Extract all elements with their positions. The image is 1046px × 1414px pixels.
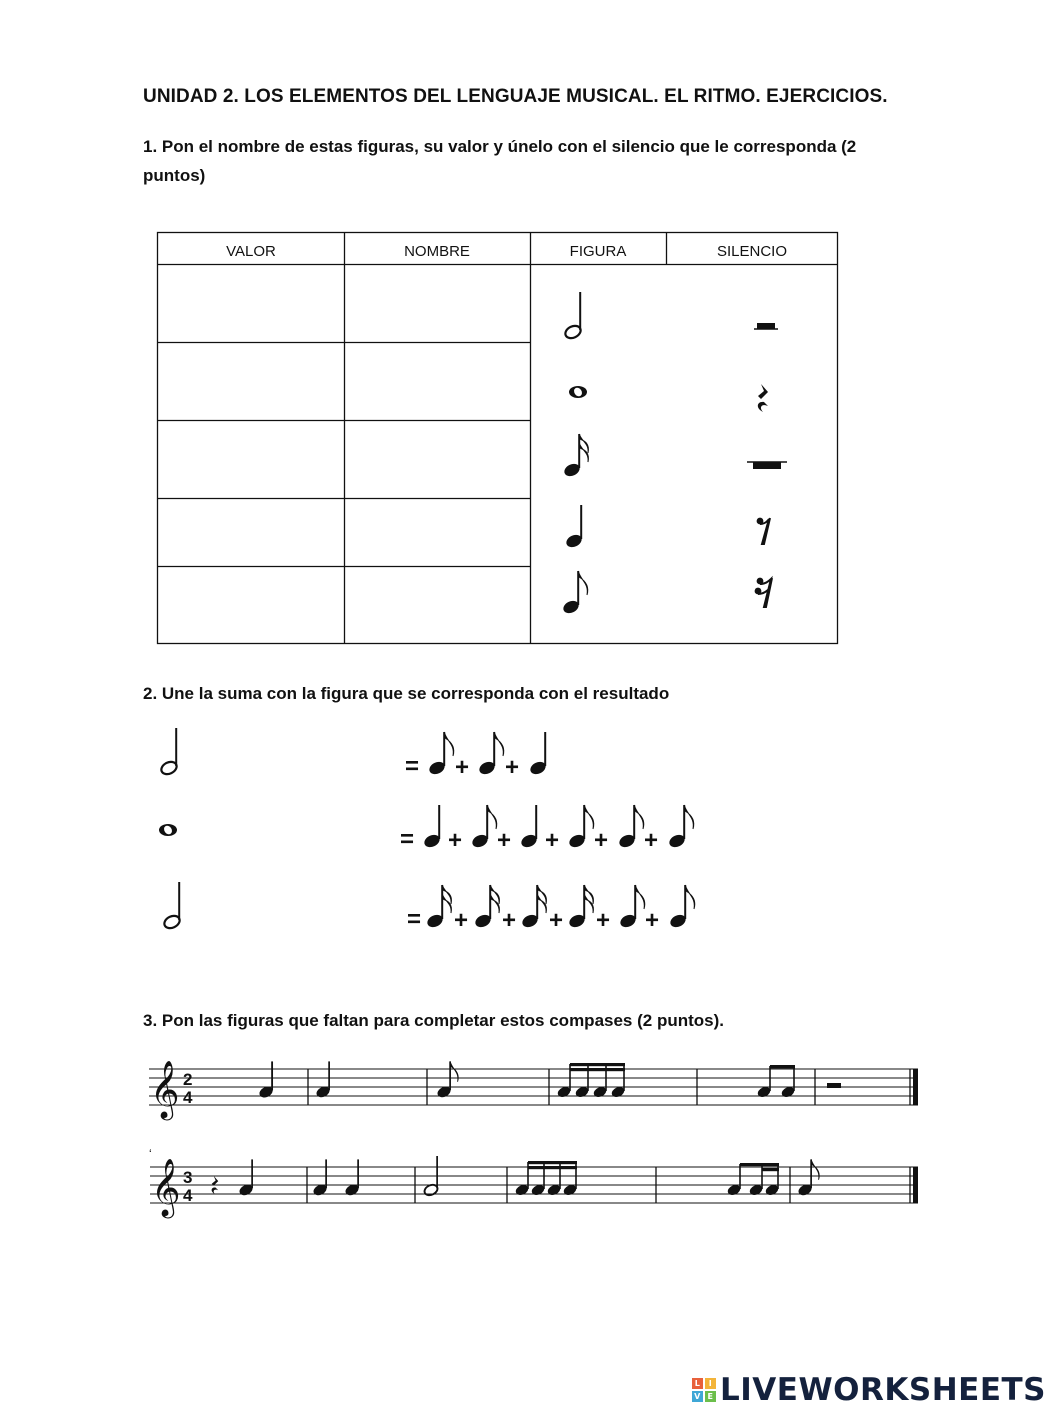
valor-cell-1[interactable]: [159, 266, 343, 341]
plus-sign: +: [594, 827, 609, 854]
equals-sign: =: [405, 753, 420, 780]
whole-rest-icon[interactable]: [747, 462, 787, 469]
plus-sign: +: [644, 827, 659, 854]
sixteenth-note-icon: [425, 885, 451, 929]
eighth-note-icon: [617, 805, 643, 849]
plus-sign: +: [448, 827, 463, 854]
quarter-rest-icon[interactable]: [758, 384, 768, 412]
plus-sign: +: [455, 754, 470, 781]
left-half-note-icon[interactable]: [162, 882, 181, 930]
plus-sign: +: [505, 754, 520, 781]
valor-cell-4[interactable]: [159, 500, 343, 565]
nombre-cell-4[interactable]: [346, 500, 529, 565]
time-signature-top: 3: [183, 1168, 193, 1187]
question-2-text: 2. Une la suma con la figura que se corresponda con el resultado: [143, 684, 670, 703]
quarter-note-icon: [422, 805, 441, 849]
header-silencio: SILENCIO: [716, 243, 788, 260]
left-whole-note-icon[interactable]: [159, 824, 177, 836]
equals-sign: =: [400, 826, 415, 853]
question-1-text: 1. Pon el nombre de estas figuras, su valor y únelo con el silencio que le corresponda (2 puntos): [143, 137, 857, 185]
treble-clef-icon: 𝄞: [150, 1060, 180, 1118]
page-title: UNIDAD 2. LOS ELEMENTOS DEL LENGUAJE MUSICAL. EL RITMO. EJERCICIOS.: [143, 86, 888, 107]
stray-mark: ʻ: [149, 1147, 152, 1161]
quarter-note-icon[interactable]: [564, 505, 583, 549]
sum-row-3[interactable]: [407, 885, 695, 934]
eighth-note-icon: [477, 732, 503, 776]
eighth-note-icon: [797, 1159, 819, 1197]
eighth-note-icon: [667, 805, 693, 849]
sixteenth-note-icon: [520, 885, 546, 929]
plus-sign: +: [497, 827, 512, 854]
valor-cell-2[interactable]: [159, 344, 343, 419]
beamed-sixteenths: [556, 1063, 626, 1099]
eighth-note-icon: [470, 805, 496, 849]
question-3-text: 3. Pon las figuras que faltan para completar estos compases (2 puntos).: [143, 1011, 724, 1030]
plus-sign: +: [502, 907, 517, 934]
time-signature-bottom: 4: [183, 1088, 193, 1107]
sum-row-1[interactable]: [405, 732, 548, 781]
plus-sign: +: [545, 827, 560, 854]
valor-cell-5[interactable]: [159, 568, 343, 642]
header-valor: VALOR: [226, 243, 276, 260]
quarter-note-icon: [315, 1061, 331, 1099]
time-signature-top: 2: [183, 1070, 193, 1089]
staff-2-notes[interactable]: [212, 1156, 820, 1197]
quarter-note-icon: [238, 1159, 254, 1197]
plus-sign: +: [549, 907, 564, 934]
half-rest-icon[interactable]: [754, 323, 778, 329]
beamed-sixteenths: [514, 1161, 578, 1197]
nombre-cell-5[interactable]: [346, 568, 529, 642]
sixteenth-note-icon: [567, 885, 593, 929]
half-note-icon[interactable]: [563, 292, 582, 340]
eighth-note-icon[interactable]: [561, 571, 587, 615]
quarter-note-icon: [258, 1061, 274, 1099]
quarter-note-icon: [519, 805, 538, 849]
nombre-cell-3[interactable]: [346, 422, 529, 497]
plus-sign: +: [454, 907, 469, 934]
quarter-note-icon: [312, 1159, 328, 1197]
half-note-icon: [423, 1156, 439, 1197]
sixteenth-note-icon[interactable]: [562, 434, 588, 478]
beamed-eighths: [756, 1065, 796, 1099]
quarter-note-icon: [528, 732, 547, 776]
plus-sign: +: [645, 907, 660, 934]
eighth-note-icon: [618, 885, 644, 929]
eighth-note-icon: [668, 885, 694, 929]
whole-note-icon[interactable]: [569, 386, 587, 398]
time-signature-bottom: 4: [183, 1186, 193, 1205]
treble-clef-icon: 𝄞: [151, 1158, 181, 1216]
eighth-note-icon: [567, 805, 593, 849]
sixteenth-rest-icon[interactable]: [755, 578, 772, 607]
sum-row-2[interactable]: [400, 805, 694, 854]
sixteenth-note-icon: [473, 885, 499, 929]
logo-mark-icon: L I V E: [692, 1378, 716, 1402]
header-figura: FIGURA: [569, 243, 627, 260]
quarter-note-icon: [344, 1159, 360, 1197]
eighth-rest-icon[interactable]: [757, 518, 770, 544]
half-rest-icon: [827, 1083, 841, 1088]
nombre-cell-2[interactable]: [346, 344, 529, 419]
plus-sign: +: [596, 907, 611, 934]
nombre-cell-1[interactable]: [346, 266, 529, 341]
brand-name: LIVEWORKSHEETS: [720, 1372, 1046, 1408]
eighth-note-icon: [436, 1061, 458, 1099]
beamed-eighth-sixteenths: [726, 1163, 780, 1197]
eighth-note-icon: [427, 732, 453, 776]
left-half-note-icon[interactable]: [159, 728, 178, 776]
valor-cell-3[interactable]: [159, 422, 343, 497]
equals-sign: =: [407, 906, 422, 933]
header-nombre: NOMBRE: [404, 243, 470, 260]
liveworksheets-logo[interactable]: [692, 1372, 1046, 1408]
